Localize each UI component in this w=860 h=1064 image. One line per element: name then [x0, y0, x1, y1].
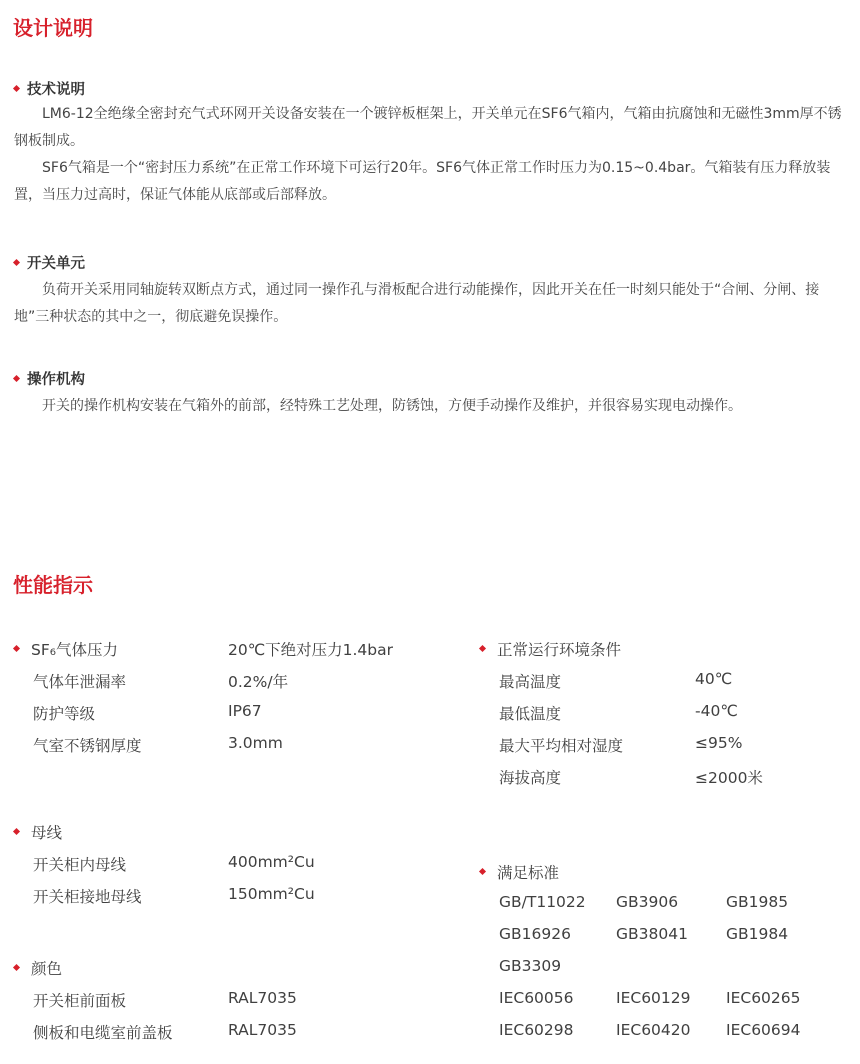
steel-thickness-value: 3.0mm: [228, 734, 283, 752]
standard-item: GB3309: [499, 957, 562, 975]
standard-item: IEC60056: [499, 989, 574, 1007]
operating-mechanism-text: [14, 393, 846, 420]
min-temp-label: 最低温度: [499, 705, 562, 723]
standard-item: IEC60265: [726, 989, 801, 1007]
side-panel-label: 侧板和电缆室前盖板: [33, 1024, 173, 1042]
diamond-bullet-icon: [479, 645, 486, 652]
standard-item: IEC60420: [616, 1021, 691, 1039]
altitude-value: ≤2000米: [695, 769, 763, 787]
paragraph: LM6-12全绝缘全密封充气式环网开关设备安装在一个镀锌板框架上，开关单元在SF6气箱内，气箱由抗腐蚀和无磁性3mm厚不锈钢板制成。: [14, 106, 842, 149]
max-temp-label: 最高温度: [499, 673, 562, 691]
diamond-bullet-icon: [13, 85, 20, 92]
operating-mechanism-heading: 操作机构: [14, 368, 85, 389]
standard-item: GB1984: [726, 925, 789, 943]
inner-busbar-label: 开关柜内母线: [33, 856, 127, 874]
steel-thickness-label: 气室不锈钢厚度: [33, 737, 142, 755]
protection-grade-value: IP67: [228, 702, 262, 720]
tech-description-heading: 技术说明: [14, 78, 85, 99]
front-panel-label: 开关柜前面板: [33, 992, 127, 1010]
ground-busbar-label: 开关柜接地母线: [33, 888, 142, 906]
standards-heading: 满足标准: [480, 861, 559, 883]
ground-busbar-value: 150mm²Cu: [228, 885, 315, 903]
standard-item: IEC60694: [726, 1021, 801, 1039]
diamond-bullet-icon: [13, 259, 20, 266]
paragraph: 负荷开关采用同轴旋转双断点方式，通过同一操作孔与滑板配合进行动能操作，因此开关在任一时刻只能处于“合闸、分闸、接地”三种状态的其中之一，彻底避免误操作。: [14, 282, 820, 325]
design-section-title: 设计说明: [13, 16, 93, 40]
paragraph: SF6气箱是一个“密封压力系统”在正常工作环境下可运行20年。SF6气体正常工作时压力为0.15~0.4bar。气箱装有压力释放装置，当压力过高时，保证气体能从底部或后部释放。: [14, 160, 831, 203]
sf6-pressure-value: 20℃下绝对压力1.4bar: [228, 641, 393, 659]
diamond-bullet-icon: [13, 828, 20, 835]
color-heading: 颜色: [14, 957, 62, 979]
busbar-heading: 母线: [14, 821, 62, 843]
humidity-label: 最大平均相对湿度: [499, 737, 624, 755]
standard-item: GB16926: [499, 925, 571, 943]
altitude-label: 海拔高度: [499, 769, 562, 787]
inner-busbar-value: 400mm²Cu: [228, 853, 315, 871]
diamond-bullet-icon: [13, 964, 20, 971]
standard-item: GB3906: [616, 893, 679, 911]
front-panel-value: RAL7035: [228, 989, 297, 1007]
performance-section-title: 性能指示: [13, 573, 93, 597]
switch-unit-heading: 开关单元: [14, 252, 85, 273]
tech-description-text: [14, 101, 846, 209]
protection-grade-label: 防护等级: [33, 705, 96, 723]
sf6-pressure-label: SF₆气体压力: [14, 638, 118, 660]
leak-rate-value: 0.2%/年: [228, 673, 289, 691]
min-temp-value: -40℃: [695, 702, 738, 720]
side-panel-value: RAL7035: [228, 1021, 297, 1039]
standard-item: GB1985: [726, 893, 789, 911]
standard-item: IEC60129: [616, 989, 691, 1007]
switch-unit-text: [14, 277, 846, 331]
standard-item: IEC60298: [499, 1021, 574, 1039]
humidity-value: ≤95%: [695, 734, 743, 752]
standard-item: GB/T11022: [499, 893, 586, 911]
diamond-bullet-icon: [479, 868, 486, 875]
environment-heading: 正常运行环境条件: [480, 638, 621, 660]
paragraph: 开关的操作机构安装在气箱外的前部，经特殊工艺处理，防锈蚀，方便手动操作及维护，并很容易实现电动操作。: [42, 398, 742, 414]
leak-rate-label: 气体年泄漏率: [33, 673, 127, 691]
standard-item: GB38041: [616, 925, 688, 943]
diamond-bullet-icon: [13, 375, 20, 382]
diamond-bullet-icon: [13, 645, 20, 652]
max-temp-value: 40℃: [695, 670, 733, 688]
